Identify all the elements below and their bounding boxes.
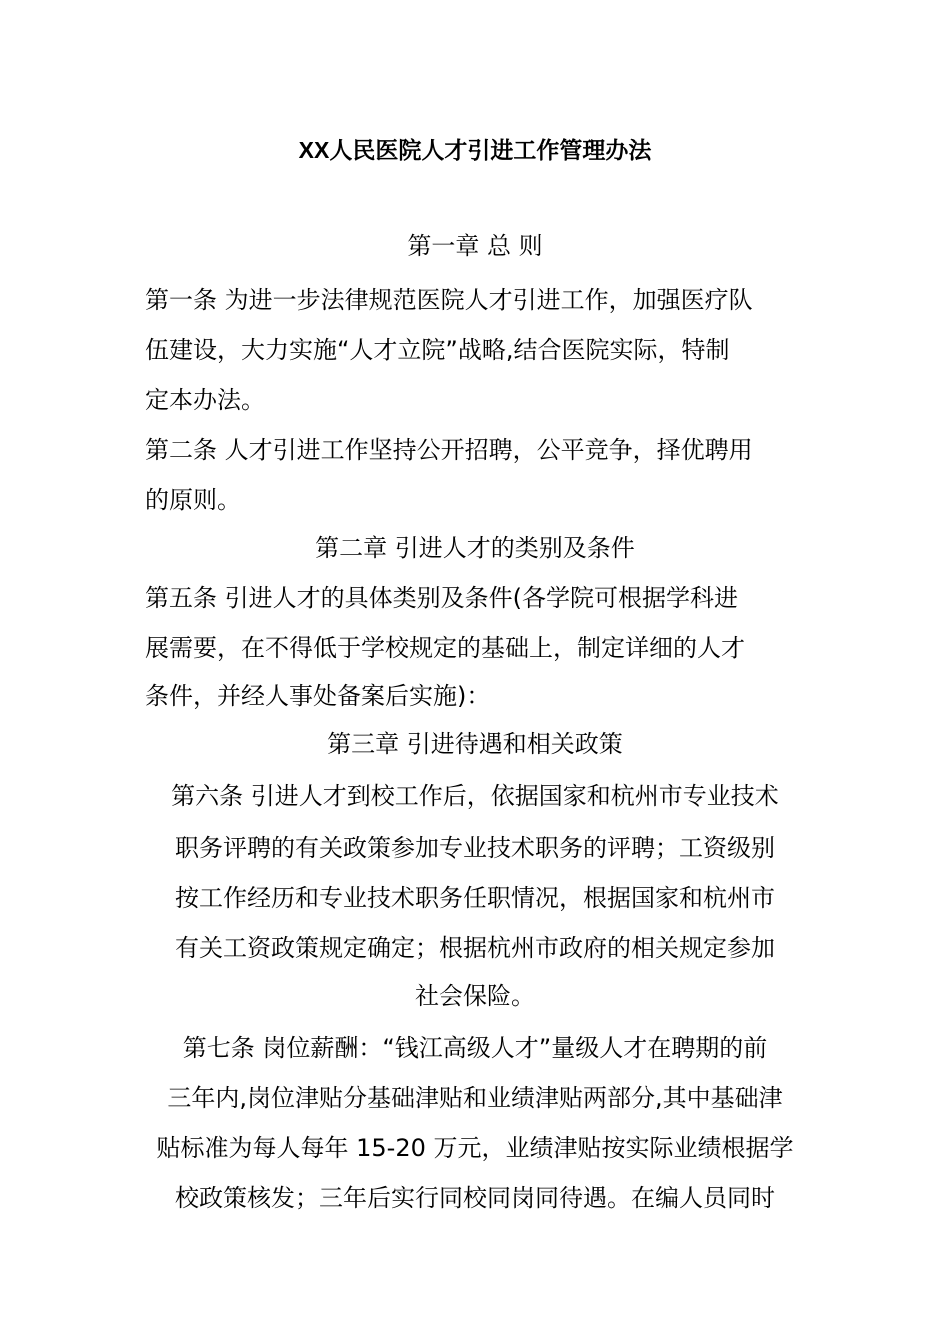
article-6-line-3: 按工作经历和专业技术职务任职情况，根据国家和杭州市	[175, 884, 775, 912]
document-title: XX人民医院人才引进工作管理办法	[298, 137, 652, 163]
article-5-line-1: 第五条 引进人才的具体类别及条件(各学院可根据学科进	[145, 584, 738, 612]
article-5-line-3: 条件，并经人事处备案后实施)：	[145, 682, 491, 710]
chapter-heading-2: 第二章 引进人才的类别及条件	[315, 534, 635, 562]
chapter-heading-3: 第三章 引进待遇和相关政策	[327, 730, 623, 758]
article-7-line-1: 第七条 岗位薪酬：“钱江高级人才”量级人才在聘期的前	[182, 1034, 768, 1062]
article-6-line-4: 有关工资政策规定确定；根据杭州市政府的相关规定参加	[175, 934, 775, 962]
article-1-line-3: 定本办法。	[145, 386, 265, 414]
article-5-line-2: 展需要，在不得低于学校规定的基础上，制定详细的人才	[145, 634, 745, 662]
article-1-line-2: 伍建设，大力实施“人才立院”战略,结合医院实际，特制	[145, 336, 730, 364]
article-1-line-1: 第一条 为进一步法律规范医院人才引进工作，加强医疗队	[145, 286, 753, 314]
article-7-line-3: 贴标准为每人每年 15-20 万元，业绩津贴按实际业绩根据学	[156, 1134, 794, 1162]
article-2-line-2: 的原则。	[145, 486, 241, 514]
article-6-line-5: 社会保险。	[415, 982, 535, 1010]
article-7-line-2: 三年内,岗位津贴分基础津贴和业绩津贴两部分,其中基础津	[167, 1084, 783, 1112]
article-2-line-1: 第二条 人才引进工作坚持公开招聘，公平竞争，择优聘用	[145, 436, 753, 464]
chapter-heading-1: 第一章 总 则	[407, 232, 543, 260]
article-6-line-1: 第六条 引进人才到校工作后，依据国家和杭州市专业技术	[171, 782, 779, 810]
article-6-line-2: 职务评聘的有关政策参加专业技术职务的评聘；工资级别	[175, 834, 775, 862]
article-7-line-4: 校政策核发；三年后实行同校同岗同待遇。在编人员同时	[175, 1184, 775, 1212]
